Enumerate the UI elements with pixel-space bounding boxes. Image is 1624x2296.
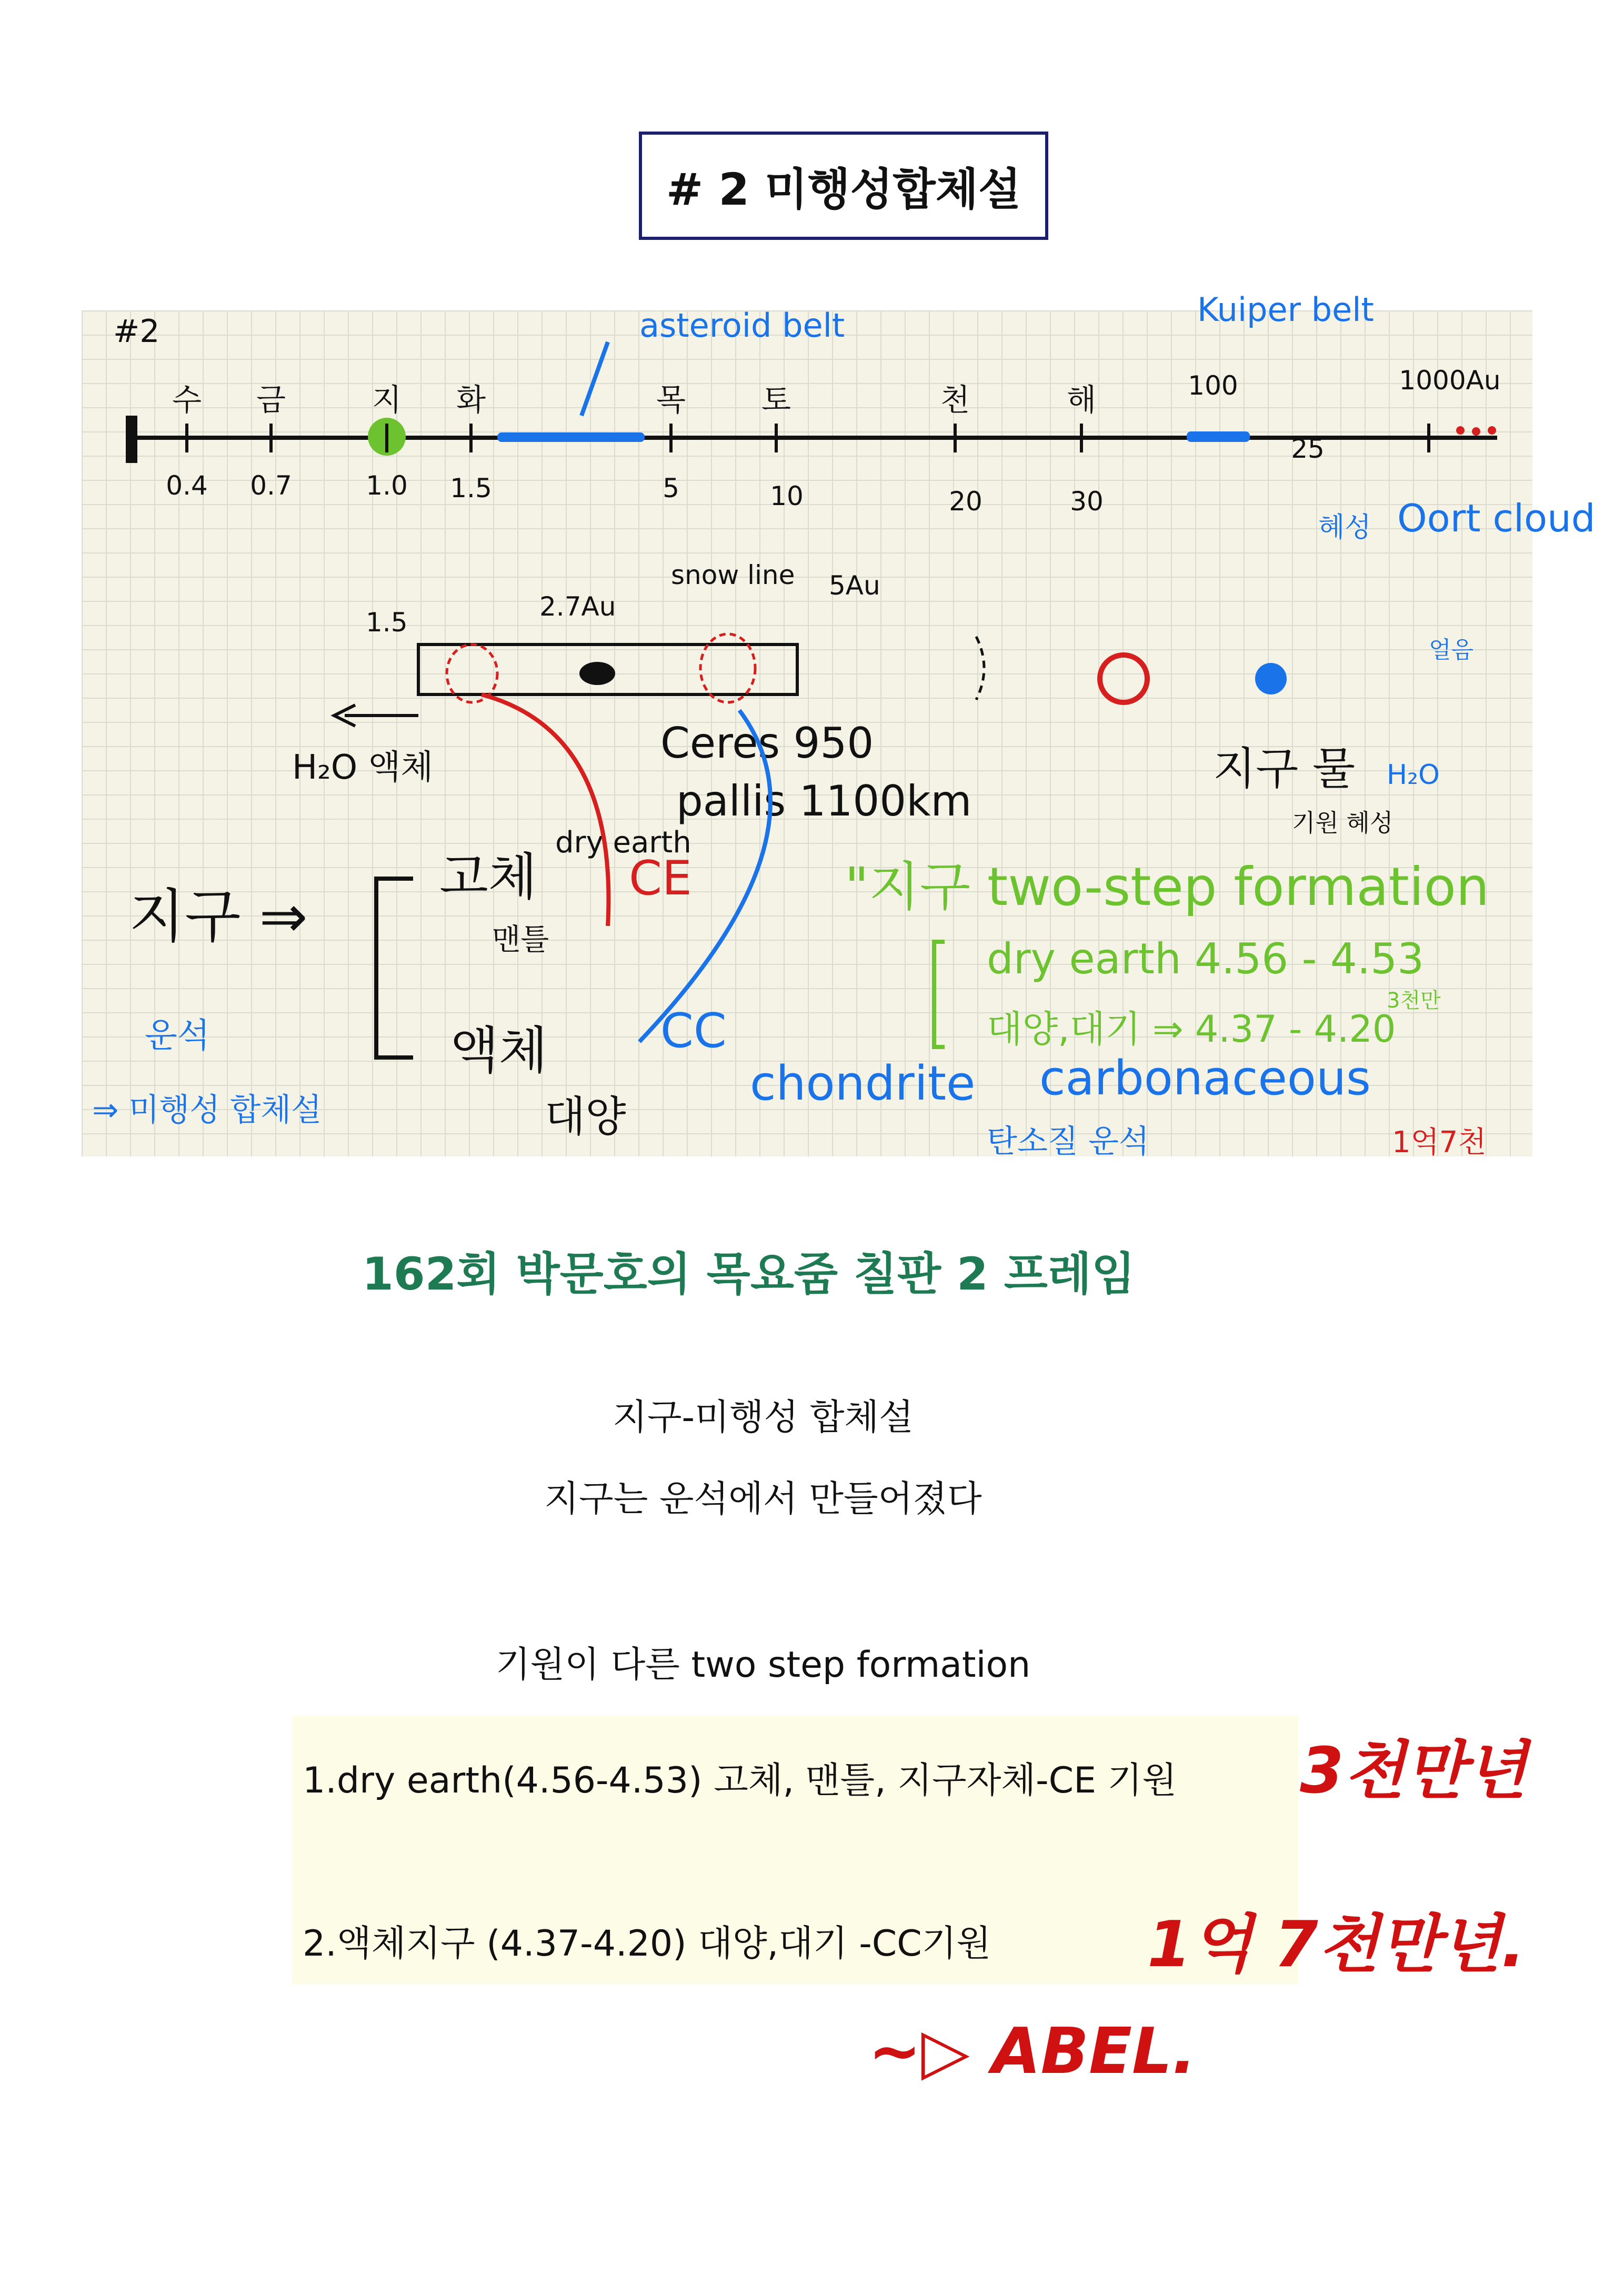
chondrite-label: chondrite bbox=[750, 1056, 976, 1111]
handwritten-note-3: ~▷ ABEL. bbox=[868, 2015, 1196, 2088]
carbonaceous-label: carbonaceous bbox=[1039, 1051, 1371, 1106]
oort-cloud-label: Oort cloud bbox=[1397, 496, 1596, 540]
sun-drawing bbox=[1100, 655, 1147, 702]
three-thousand-label: 3천만 bbox=[1387, 989, 1441, 1013]
dist-uranus: 20 bbox=[949, 486, 983, 517]
two-step-label: "지구 two-step formation bbox=[845, 856, 1490, 918]
origin-comet-label: 기원 혜성 bbox=[1292, 809, 1394, 837]
zoom-5au: 5Au bbox=[829, 570, 880, 601]
asteroid-belt-label: asteroid belt bbox=[639, 306, 845, 345]
h2o-liquid-label: H₂O 액체 bbox=[292, 748, 434, 787]
label-100au: 100 bbox=[1188, 370, 1238, 401]
ocean-label: 대양 bbox=[545, 1092, 626, 1141]
list-item-1: 1.dry earth(4.56-4.53) 고체, 맨틀, 지구자체-CE 기원 bbox=[303, 1760, 1177, 1801]
page-title: # 2 미행성합체설 bbox=[639, 132, 1048, 240]
meteorite-label: 운석 bbox=[145, 1016, 210, 1055]
planet-uranus: 천 bbox=[940, 382, 970, 418]
label-1000au: 1000Au bbox=[1399, 365, 1501, 396]
handwritten-note-1: 3천만년 bbox=[1300, 1735, 1527, 1808]
planet-mars: 화 bbox=[456, 382, 486, 418]
body-line-1: 지구-미행성 합체설 bbox=[613, 1397, 914, 1438]
liquid-label: 액체 bbox=[450, 1021, 548, 1080]
bracket-left bbox=[376, 879, 413, 1058]
handwritten-note-2: 1억 7천만년. bbox=[1147, 1908, 1526, 1981]
dry-earth-note: dry earth bbox=[555, 825, 691, 860]
cc-label: CC bbox=[660, 1003, 727, 1059]
ceres-mark bbox=[579, 662, 615, 685]
blackboard-drawing bbox=[82, 290, 1596, 1160]
planet-earth: 지 bbox=[372, 382, 402, 418]
list-item-2: 2.액체지구 (4.37-4.20) 대양,대기 -CC기원 bbox=[303, 1923, 991, 1965]
comet-label-left: 혜성 bbox=[1318, 512, 1371, 543]
ceres-label: Ceres 950 bbox=[660, 719, 874, 768]
snow-line-label: snow line bbox=[671, 560, 795, 590]
carbon-meteorite-label: 탄소질 운석 bbox=[987, 1123, 1149, 1160]
blackboard-image bbox=[82, 290, 1596, 1160]
earth-arrow-label: 지구 ⇒ bbox=[129, 883, 308, 950]
dist-saturn: 10 bbox=[770, 481, 804, 511]
planet-saturn: 토 bbox=[761, 382, 791, 418]
dist-jupiter: 5 bbox=[663, 473, 679, 503]
planet-neptune: 해 bbox=[1066, 382, 1097, 418]
mantle-label: 맨틀 bbox=[492, 923, 549, 957]
dist-venus: 0.7 bbox=[250, 470, 292, 501]
asteroid-arrow bbox=[582, 342, 608, 416]
h2o-label: H₂O bbox=[1387, 759, 1440, 791]
dist-mars: 1.5 bbox=[450, 473, 492, 503]
comet-drawing bbox=[1255, 663, 1287, 694]
planet-jupiter: 목 bbox=[656, 382, 686, 418]
hundred-million-label: 1억7천 bbox=[1392, 1125, 1487, 1160]
ocean-atm-range: 대양,대기 ⇒ 4.37 - 4.20 bbox=[987, 1008, 1396, 1051]
ce-label: CE bbox=[629, 851, 692, 906]
asteroid-belt-mark bbox=[497, 432, 645, 442]
label-25: 25 bbox=[1291, 434, 1325, 464]
planetesimal-label: ⇒ 미행성 합체설 bbox=[92, 1092, 322, 1129]
dist-neptune: 30 bbox=[1070, 486, 1104, 517]
dist-earth: 1.0 bbox=[366, 470, 408, 501]
icy-label: 얼음 bbox=[1429, 637, 1474, 663]
kuiper-belt-mark bbox=[1187, 431, 1250, 442]
body-line-2: 지구는 운석에서 만들어졌다 bbox=[544, 1478, 982, 1520]
planet-mercury: 수 bbox=[172, 382, 202, 418]
zoom-27au: 2.7Au bbox=[539, 591, 616, 622]
kuiper-belt-label: Kuiper belt bbox=[1197, 290, 1374, 329]
solid-label: 고체 bbox=[439, 848, 537, 907]
dry-earth-range: dry earth 4.56 - 4.53 bbox=[987, 934, 1425, 983]
earth-water-label: 지구 물 bbox=[1213, 743, 1356, 794]
zoom-15: 1.5 bbox=[366, 607, 408, 638]
body-line-3: 기원이 다른 two step formation bbox=[495, 1644, 1031, 1686]
planet-venus: 금 bbox=[256, 382, 286, 418]
lecture-subtitle: 162회 박문호의 목요줌 칠판 2 프레임 bbox=[362, 1248, 1136, 1301]
corner-label: #2 bbox=[113, 313, 160, 350]
dist-mercury: 0.4 bbox=[166, 470, 208, 501]
oort-dots bbox=[1456, 426, 1496, 436]
pallas-label: pallis 1100km bbox=[676, 777, 972, 825]
